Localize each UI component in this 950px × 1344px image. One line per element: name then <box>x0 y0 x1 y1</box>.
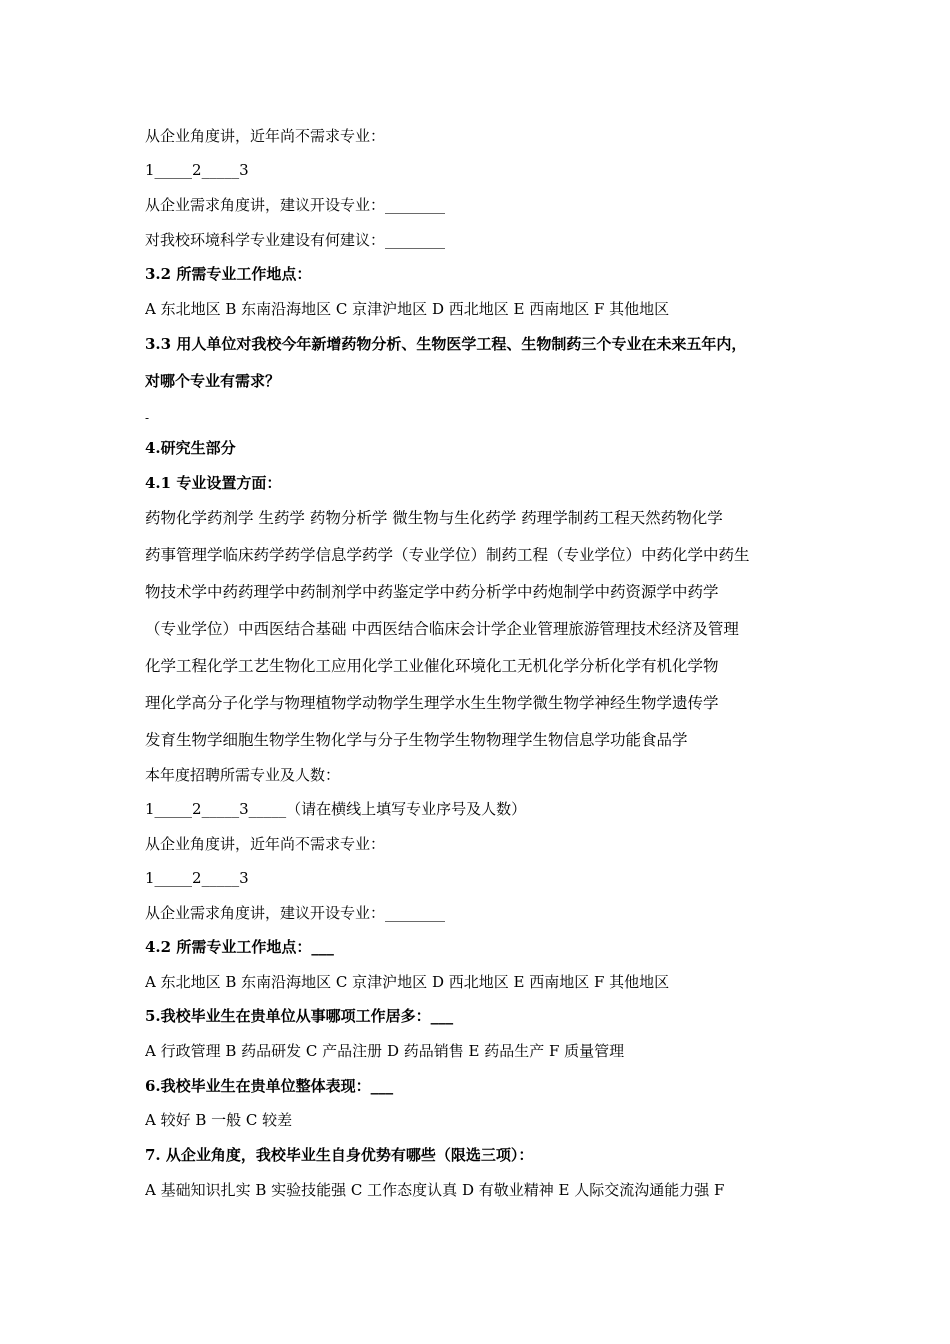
text-line: A 基础知识扎实 B 实验技能强 C 工作态度认真 D 有敬业精神 E 人际交流沟通能力强 F <box>145 1181 725 1199</box>
text-line: 从企业角度讲，近年尚不需求专业： <box>145 127 386 145</box>
major-list-line: 理化学高分子化学与物理植物学动物学生理学水生生物学微生物学神经生物学遗传学 <box>145 694 719 712</box>
question-heading: 3.3 用人单位对我校今年新增药物分析、生物医学工程、生物制药三个专业在未来五年内， <box>145 335 747 353</box>
major-list-line: 药事管理学临床药学药学信息学药学（专业学位）制药工程（专业学位）中药化学中药生 <box>145 546 750 564</box>
major-list-line: 化学工程化学工艺生物化工应用化学工业催化环境化工无机化学分析化学有机化学物 <box>145 657 719 675</box>
section-heading: 4.2 所需专业工作地点：___ <box>145 938 334 956</box>
question-heading: 5.我校毕业生在贵单位从事哪项工作居多：___ <box>145 1007 454 1025</box>
section-heading: 4.1 专业设置方面： <box>145 474 282 492</box>
major-list-line: 药物化学药剂学 生药学 药物分析学 微生物与生化药学 药理学制药工程天然药物化学 <box>145 509 723 527</box>
text-line: 对我校环境科学专业建设有何建议：________ <box>145 231 446 249</box>
text-line: A 较好 B 一般 C 较差 <box>145 1111 293 1129</box>
text-line: A 行政管理 B 药品研发 C 产品注册 D 药品销售 E 药品生产 F 质量管理 <box>145 1042 625 1060</box>
text-line: A 东北地区 B 东南沿海地区 C 京津沪地区 D 西北地区 E 西南地区 F 其他地区 <box>145 300 670 318</box>
question-heading: 6.我校毕业生在贵单位整体表现：___ <box>145 1077 394 1095</box>
text-line: 从企业需求角度讲，建议开设专业：________ <box>145 196 446 214</box>
section-heading: 3.2 所需专业工作地点： <box>145 265 312 283</box>
question-heading: 对哪个专业有需求？ <box>145 372 281 390</box>
major-list-line: 物技术学中药药理学中药制剂学中药鉴定学中药分析学中药炮制学中药资源学中药学 <box>145 583 719 601</box>
text-line: 1_____2_____3 <box>145 161 249 179</box>
text-line: 从企业角度讲，近年尚不需求专业： <box>145 835 386 853</box>
text-line: 本年度招聘所需专业及人数： <box>145 766 341 784</box>
text-line: 1_____2_____3_____（请在横线上填写专业序号及人数） <box>145 800 527 818</box>
major-list-line: 发育生物学细胞生物学生物化学与分子生物学生物物理学生物信息学功能食品学 <box>145 731 688 749</box>
text-line: 从企业需求角度讲，建议开设专业：________ <box>145 904 446 922</box>
section-heading: 4.研究生部分 <box>145 439 236 457</box>
question-heading: 7. 从企业角度，我校毕业生自身优势有哪些（限选三项）： <box>145 1146 534 1164</box>
text-line: A 东北地区 B 东南沿海地区 C 京津沪地区 D 西北地区 E 西南地区 F 其他地区 <box>145 973 670 991</box>
text-line: 1_____2_____3 <box>145 869 249 887</box>
separator-mark: - <box>145 411 150 425</box>
major-list-line: （专业学位）中西医结合基础 中西医结合临床会计学企业管理旅游管理技术经济及管理 <box>145 620 739 638</box>
